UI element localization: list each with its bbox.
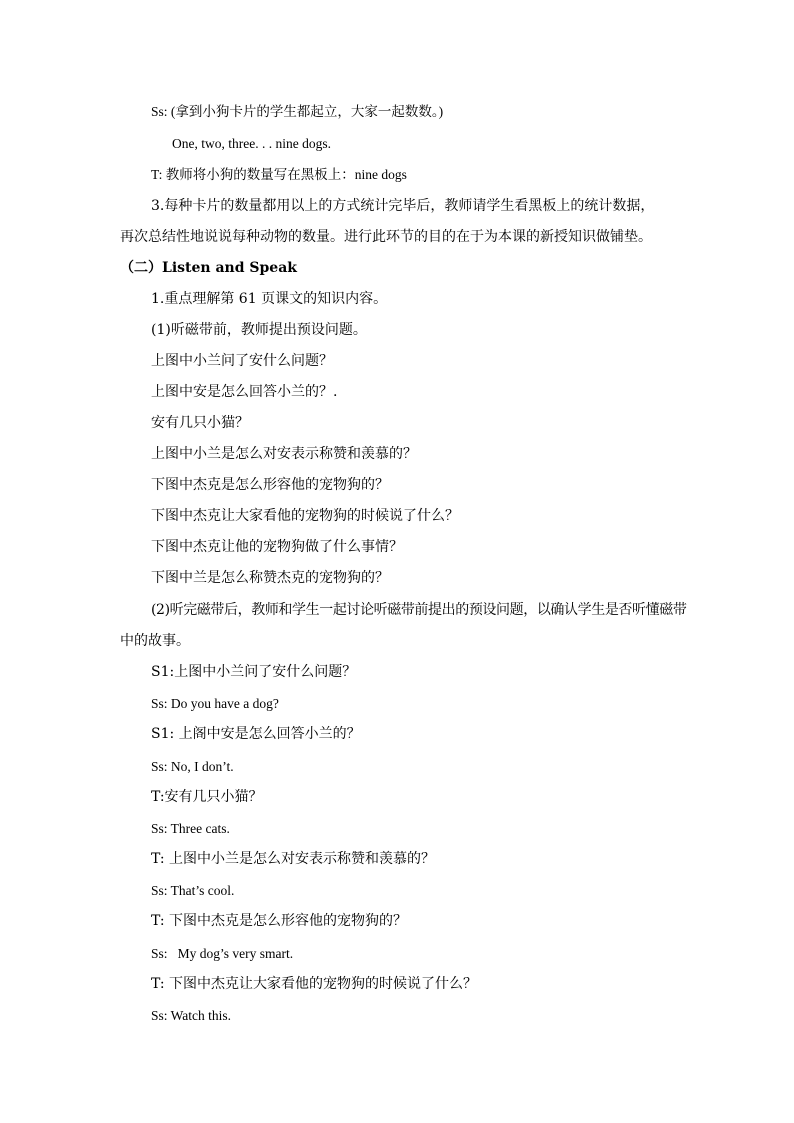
dialogue-line-teacher-writes: T: 教师将小狗的数量写在黑板上：nine dogs [151,167,407,182]
dialogue-line-ss-count: Ss: (拿到小狗卡片的学生都起立，大家一起数数。) [151,104,444,119]
substep-1-text: (1)听磁带前，教师提出预设问题。 [151,322,367,338]
dialogue-line-count-dogs: One, two, three. . . nine dogs. [172,136,331,151]
dialogue-line: Ss: Do you have a dog? [151,696,279,711]
question-line: 下图中杰克是怎么形容他的宠物狗的？ [151,477,389,493]
paragraph-step-3-line-2: 再次总结性地说说每种动物的数量。进行此环节的目的在于为本课的新授知识做铺垫。 [120,229,652,245]
question-line: 下图中杰克让他的宠物狗做了什么事情？ [151,539,403,555]
dialogue-line: Ss: My dog’s very smart. [151,946,294,961]
question-line: 下图中兰是怎么称赞杰克的宠物狗的？ [151,570,389,586]
substep-2-text-line-2: 中的故事。 [120,633,190,649]
question-line: 上图中小兰问了安什么问题？ [151,353,333,369]
dialogue-line: T:安有几只小猫？ [151,789,263,805]
question-line: 上图中安是怎么回答小兰的？. [151,384,338,400]
dialogue-line: Ss: No, I don’t. [151,759,234,774]
step-1-text: 1.重点理解第 61 页课文的知识内容。 [151,291,388,307]
question-line: 上图中小兰是怎么对安表示称赞和羡慕的？ [151,446,417,462]
question-line: 下图中杰克让大家看他的宠物狗的时候说了什么？ [151,508,459,524]
question-line: 安有几只小猫？ [151,415,249,431]
dialogue-line: T: 下图中杰克是怎么形容他的宠物狗的？ [151,913,408,929]
dialogue-line: Ss: Three cats. [151,821,230,836]
dialogue-line: S1:上图中小兰问了安什么问题？ [151,664,357,680]
dialogue-line: Ss: Watch this. [151,1008,232,1023]
dialogue-line: S1: 上阁中安是怎么回答小兰的？ [151,726,361,742]
dialogue-line: Ss: That’s cool. [151,883,235,898]
dialogue-line: T: 上图中小兰是怎么对安表示称赞和羡慕的？ [151,851,436,867]
dialogue-line: T: 下图中杰克让大家看他的宠物狗的时候说了什么？ [151,976,478,992]
section-heading-listen-speak: （二）Listen and Speak [120,260,297,276]
substep-2-text-line-1: (2)听完磁带后，教师和学生一起讨论听磁带前提出的预设问题，以确认学生是否听懂磁带 [151,602,687,618]
paragraph-step-3-line-1: 3.每种卡片的数量都用以上的方式统计完毕后，教师请学生看黑板上的统计数据， [151,198,655,214]
